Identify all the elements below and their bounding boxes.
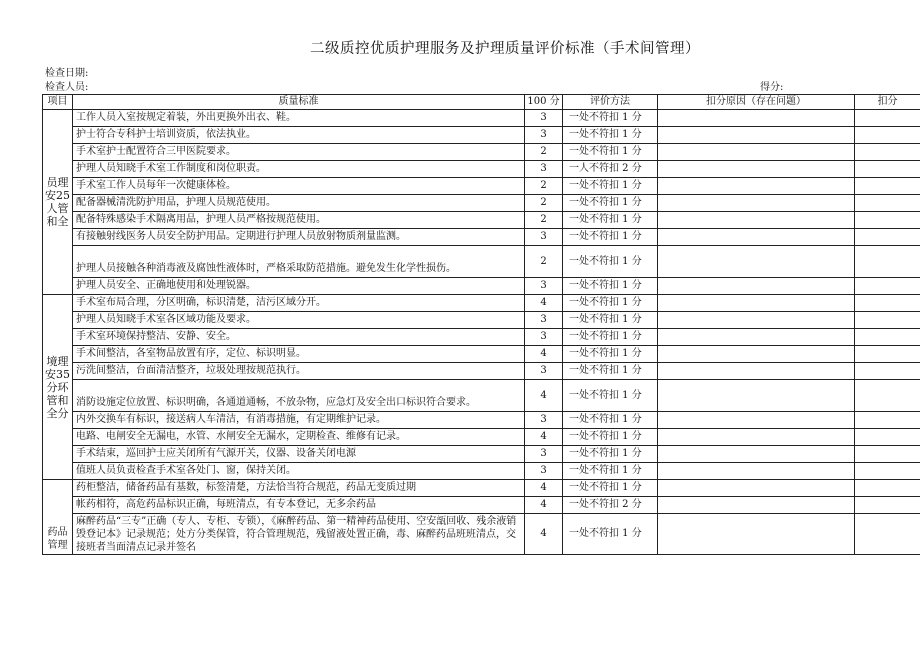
points-cell: 2	[525, 178, 563, 195]
deduct-cell[interactable]	[855, 346, 920, 363]
reason-cell[interactable]	[658, 514, 855, 555]
deduct-cell[interactable]	[855, 329, 920, 346]
points-cell: 4	[525, 480, 563, 497]
method-cell: 一处不符扣 1 分	[563, 212, 658, 229]
method-cell: 一处不符扣 1 分	[563, 178, 658, 195]
standard-cell: 护理人员安全、正确地使用和处理锐器。	[73, 278, 525, 295]
table-row	[43, 446, 920, 463]
table-row	[43, 195, 920, 212]
points-cell: 3	[525, 412, 563, 429]
reason-cell[interactable]	[658, 312, 855, 329]
standard-cell: 手术室环境保持整洁、安静、安全。	[73, 329, 525, 346]
points-cell: 2	[525, 195, 563, 212]
reason-cell[interactable]	[658, 412, 855, 429]
method-cell: 一处不符扣 1 分	[563, 329, 658, 346]
method-cell: 一处不符扣 1 分	[563, 363, 658, 380]
points-cell: 4	[525, 514, 563, 555]
deduct-cell[interactable]	[855, 229, 920, 246]
category-cell: 境理安35分环管和全分	[43, 295, 73, 480]
method-cell: 一处不符扣 1 分	[563, 295, 658, 312]
reason-cell[interactable]	[658, 229, 855, 246]
table-row	[43, 363, 920, 380]
points-cell: 3	[525, 127, 563, 144]
method-cell: 一处不符扣 1 分	[563, 480, 658, 497]
reason-cell[interactable]	[658, 110, 855, 127]
points-cell: 2	[525, 144, 563, 161]
points-cell: 3	[525, 278, 563, 295]
standard-cell: 污洗间整洁，台面清洁整齐，垃圾处理按规范执行。	[73, 363, 525, 380]
method-cell: 一处不符扣 2 分	[563, 497, 658, 514]
points-cell: 4	[525, 497, 563, 514]
method-cell: 一处不符扣 1 分	[563, 127, 658, 144]
method-cell: 一处不符扣 1 分	[563, 412, 658, 429]
reason-cell[interactable]	[658, 346, 855, 363]
table-body	[43, 110, 920, 555]
reason-cell[interactable]	[658, 144, 855, 161]
standard-cell: 护理人员接触各种消毒液及腐蚀性液体时，严格采取防范措施。避免发生化学性损伤。	[73, 246, 525, 278]
deduct-cell[interactable]	[855, 380, 920, 412]
method-cell: 一处不符扣 1 分	[563, 312, 658, 329]
standard-cell: 护理人员知晓手术室各区域功能及要求。	[73, 312, 525, 329]
reason-cell[interactable]	[658, 127, 855, 144]
deduct-cell[interactable]	[855, 161, 920, 178]
deduct-cell[interactable]	[855, 446, 920, 463]
table-row	[43, 497, 920, 514]
standard-cell: 手术结束，巡回护士应关闭所有气源开关，仪器、设备关闭电源	[73, 446, 525, 463]
reason-cell[interactable]	[658, 161, 855, 178]
standard-cell: 有接触射线医务人员安全防护用品。定期进行护理人员放射物质剂量监测。	[73, 229, 525, 246]
reason-cell[interactable]	[658, 497, 855, 514]
inspector-label: 检查人员:	[45, 82, 89, 93]
header-reason: 扣分原因（存在问题）	[658, 95, 855, 110]
table-row	[43, 312, 920, 329]
deduct-cell[interactable]	[855, 480, 920, 497]
score-label: 得分:	[760, 82, 784, 93]
points-cell: 4	[525, 346, 563, 363]
check-date-label: 检查日期:	[45, 68, 89, 79]
points-cell: 2	[525, 246, 563, 278]
method-cell: 一人不符扣 2 分	[563, 161, 658, 178]
deduct-cell[interactable]	[855, 497, 920, 514]
standard-cell: 内外交换车有标识，接送病人车清洁，有消毒措施，有定期维护记录。	[73, 412, 525, 429]
table-row	[43, 161, 920, 178]
reason-cell[interactable]	[658, 246, 855, 278]
method-cell: 一处不符扣 1 分	[563, 144, 658, 161]
deduct-cell[interactable]	[855, 514, 920, 555]
reason-cell[interactable]	[658, 212, 855, 229]
reason-cell[interactable]	[658, 278, 855, 295]
header-points: 100 分	[525, 95, 563, 110]
category-cell: 员理安25人管和全	[43, 110, 73, 295]
method-cell: 一处不符扣 1 分	[563, 463, 658, 480]
table-row	[43, 110, 920, 127]
method-cell: 一处不符扣 1 分	[563, 446, 658, 463]
reason-cell[interactable]	[658, 329, 855, 346]
method-cell: 一处不符扣 1 分	[563, 195, 658, 212]
points-cell: 3	[525, 110, 563, 127]
points-cell: 2	[525, 212, 563, 229]
reason-cell[interactable]	[658, 295, 855, 312]
reason-cell[interactable]	[658, 380, 855, 412]
reason-cell[interactable]	[658, 463, 855, 480]
points-cell: 3	[525, 363, 563, 380]
points-cell: 3	[525, 446, 563, 463]
page-title: 二级质控优质护理服务及护理质量评价标准（手术间管理）	[310, 41, 700, 57]
standard-cell: 消防设施定位放置、标识明确，各通道通畅，不放杂物，应急灯及安全出口标识符合要求。	[73, 380, 525, 412]
points-cell: 4	[525, 295, 563, 312]
standard-cell: 手术室布局合理，分区明确，标识清楚，洁污区域分开。	[73, 295, 525, 312]
standard-cell: 值班人员负责检查手术室各处门、窗，保持关闭。	[73, 463, 525, 480]
table-row	[43, 229, 920, 246]
deduct-cell[interactable]	[855, 195, 920, 212]
points-cell: 3	[525, 161, 563, 178]
table-row	[43, 144, 920, 161]
standard-cell: 工作人员入室按规定着装，外出更换外出衣、鞋。	[73, 110, 525, 127]
standard-cell: 麻醉药品“三专”正确（专人、专柜、专锁），《麻醉药品、第一精神药品使用、空安瓿回收、残余液销毁登记本》记录规范；处方分类保管，符合管理规范，残留液处置正确，毒、麻醉药品班班清点，交接班者当面清点记录并签名	[73, 514, 525, 555]
table-row	[43, 212, 920, 229]
standard-cell: 药柜整洁，储备药品有基数，标签清楚，方法恰当符合规范，药品无变质过期	[73, 480, 525, 497]
header-item: 项目	[43, 95, 73, 110]
deduct-cell[interactable]	[855, 110, 920, 127]
table-row	[43, 246, 920, 278]
table-row	[43, 380, 920, 412]
points-cell: 4	[525, 380, 563, 412]
points-cell: 3	[525, 312, 563, 329]
deduct-cell[interactable]	[855, 429, 920, 446]
table-header-row	[43, 95, 920, 110]
table-row	[43, 178, 920, 195]
standard-cell: 配备器械清洗防护用品，护理人员规范使用。	[73, 195, 525, 212]
standard-cell: 帐药相符，高危药品标识正确，每班清点，有专本登记，无多余药品	[73, 497, 525, 514]
table-row	[43, 329, 920, 346]
evaluation-table	[42, 94, 920, 555]
points-cell: 3	[525, 463, 563, 480]
deduct-cell[interactable]	[855, 412, 920, 429]
method-cell: 一处不符扣 1 分	[563, 229, 658, 246]
table-row	[43, 295, 920, 312]
method-cell: 一处不符扣 1 分	[563, 278, 658, 295]
method-cell: 一处不符扣 1 分	[563, 429, 658, 446]
method-cell: 一处不符扣 1 分	[563, 380, 658, 412]
header-standard: 质量标准	[73, 95, 525, 110]
deduct-cell[interactable]	[855, 278, 920, 295]
deduct-cell[interactable]	[855, 363, 920, 380]
table-row	[43, 463, 920, 480]
table-row	[43, 480, 920, 497]
deduct-cell[interactable]	[855, 246, 920, 278]
table-row	[43, 514, 920, 555]
method-cell: 一处不符扣 1 分	[563, 110, 658, 127]
standard-cell: 配备特殊感染手术隔离用品，护理人员严格按规范使用。	[73, 212, 525, 229]
standard-cell: 护理人员知晓手术室工作制度和岗位职责。	[73, 161, 525, 178]
method-cell: 一处不符扣 1 分	[563, 346, 658, 363]
header-method: 评价方法	[563, 95, 658, 110]
deduct-cell[interactable]	[855, 178, 920, 195]
reason-cell[interactable]	[658, 429, 855, 446]
deduct-cell[interactable]	[855, 144, 920, 161]
deduct-cell[interactable]	[855, 212, 920, 229]
deduct-cell[interactable]	[855, 295, 920, 312]
table-row	[43, 412, 920, 429]
deduct-cell[interactable]	[855, 312, 920, 329]
table-row	[43, 127, 920, 144]
standard-cell: 护士符合专科护士培训资质，依法执业。	[73, 127, 525, 144]
standard-cell: 手术室护士配置符合三甲医院要求。	[73, 144, 525, 161]
method-cell: 一处不符扣 1 分	[563, 246, 658, 278]
reason-cell[interactable]	[658, 480, 855, 497]
reason-cell[interactable]	[658, 363, 855, 380]
method-cell: 一处不符扣 1 分	[563, 514, 658, 555]
deduct-cell[interactable]	[855, 127, 920, 144]
deduct-cell[interactable]	[855, 463, 920, 480]
header-deduct: 扣分	[855, 95, 920, 110]
reason-cell[interactable]	[658, 446, 855, 463]
table-row	[43, 429, 920, 446]
category-cell: 药品管理	[43, 480, 73, 555]
points-cell: 4	[525, 429, 563, 446]
table-row	[43, 278, 920, 295]
standard-cell: 手术室工作人员每年一次健康体检。	[73, 178, 525, 195]
points-cell: 3	[525, 329, 563, 346]
reason-cell[interactable]	[658, 195, 855, 212]
reason-cell[interactable]	[658, 178, 855, 195]
standard-cell: 电路、电闸安全无漏电，水管、水闸安全无漏水，定期检查、维修有记录。	[73, 429, 525, 446]
points-cell: 3	[525, 229, 563, 246]
standard-cell: 手术间整洁，各室物品放置有序，定位、标识明显。	[73, 346, 525, 363]
table-row	[43, 346, 920, 363]
